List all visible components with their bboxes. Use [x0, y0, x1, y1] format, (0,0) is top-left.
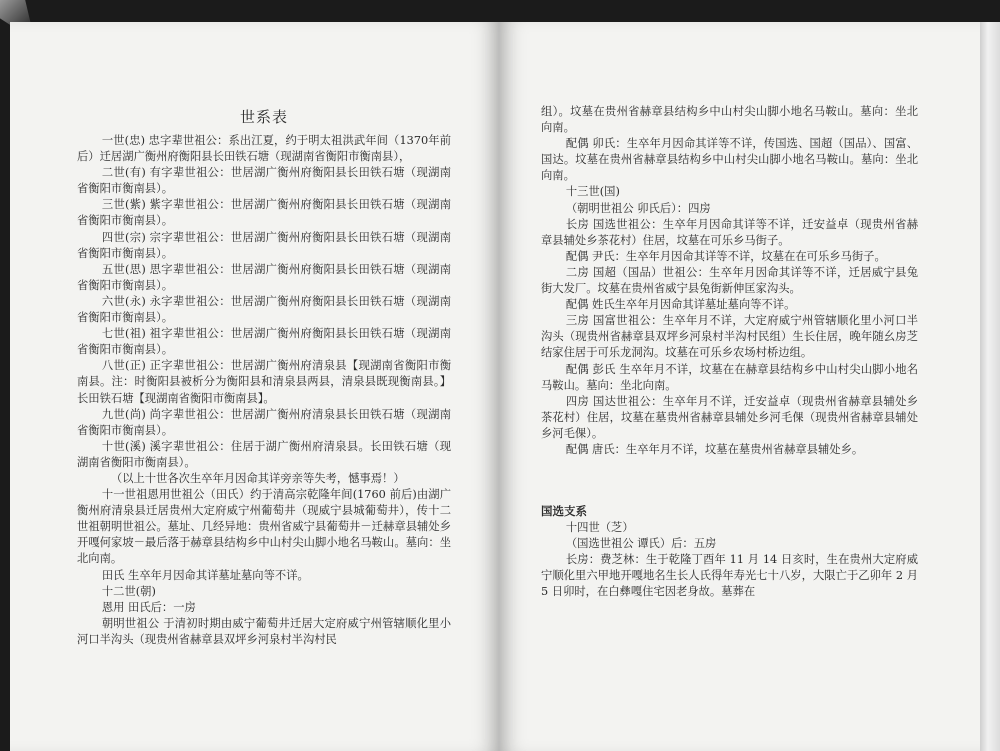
- paragraph: 十世(溪) 溪字辈世祖公：住居于湖广衡州府清泉县。长田铁石塘（现湖南省衡阳市衡南县）。: [77, 439, 451, 469]
- paragraph-note: （以上十世各次生卒年月因命其详旁亲等失考，憾事焉！）: [110, 471, 405, 485]
- paragraph: 十一世祖恩用世祖公（田氏）约于清高宗乾隆年间(1760 前后)由湖广衡州府清泉县迁居贵州大定府威宁州葡萄井（现威宁县城葡萄井），传十二世祖朝明世祖公。墓址、几经异地：贵州省威宁县葡萄井－迁赫章县辅处乡开嘎何家坡－最后落于赫章县结构乡中山村尖山脚小地名马鞍山。墓向：坐北向南。: [77, 488, 451, 566]
- section-title: 国选支系: [541, 504, 587, 519]
- paragraph: 配偶 尹氏：生卒年月因命其详等不详，坟墓在在可乐乡马街子。: [565, 249, 886, 263]
- paragraph: 三世(紫) 紫字辈世祖公：世居湖广衡州府衡阳县长田铁石塘（现湖南省衡阳市衡南县）。: [77, 198, 451, 228]
- paragraph: 三房 国富世祖公：生卒年月不详，大定府威宁州管辖顺化里小河口半沟头（现贵州省赫章县双坪乡河泉村半沟村民组）生长住居，晚年随幺房芝结家住居于可乐龙洞沟。坟墓在可乐乡农场村桥边组。: [541, 314, 918, 360]
- paragraph: （国选世祖公 谭氏）后：五房: [565, 537, 717, 551]
- generation-heading: 十四世（芝）: [565, 521, 634, 535]
- book-page-edge: [980, 22, 1000, 751]
- paragraph: 配偶 姓氏生卒年月因命其详墓址墓向等不详。: [565, 298, 796, 312]
- paragraph: 二房 国超（国品）世祖公：生卒年月因命其详等不详，迁居威宁县兔街大发厂。坟墓在贵州省威宁县兔街新伸匡家沟头。: [541, 265, 918, 296]
- generation-heading: 十二世(朝): [101, 584, 156, 598]
- generation-heading: 十三世(国): [565, 185, 620, 199]
- paragraph: 七世(祖) 祖字辈世祖公：世居湖广衡州府衡阳县长田铁石塘（现湖南省衡阳市衡南县）。: [77, 327, 451, 357]
- paragraph: 长房 国选世祖公：生卒年月因命其详等不详，迁安益卓（现贵州省赫章县辅处乡茶花村）住居，坟墓在可乐乡马街子。: [541, 217, 918, 247]
- paragraph: 配偶 彭氏 生卒年月不详，坟墓在在赫章县结构乡中山村尖山脚小地名马鞍山。墓向：坐北向南。: [541, 362, 918, 392]
- paragraph: 长房：费芝林：生于乾隆丁酉年 11 月 14 日亥时，生在贵州大定府威宁顺化里六甲地开嘎地名生长人氏得年寿光七十八岁，大限亡于乙卯年 2 月 5 日卯时，在白彝嘎住宅因老身故。墓葬在: [541, 553, 918, 599]
- paragraph: 恩用 田氏后：一房: [101, 600, 196, 614]
- paragraph: 八世(正) 正字辈世祖公：世居湖广衡州府清泉县【现湖南省衡阳市衡南县。注：时衡阳县被析分为衡阳县和清泉县两县，清泉县既现衡南县。】长田铁石塘【现湖南省衡阳市衡南县】。: [77, 359, 451, 405]
- paragraph: 四房 国达世祖公：生卒年月不详，迁安益卓（现贵州省赫章县辅处乡茶花村）住居，坟墓在墓贵州省赫章县辅处乡河毛倮（现贵州省赫章县辅处乡河毛倮）。: [541, 394, 918, 440]
- paragraph: 配偶 卯氏：生卒年月因命其详等不详，传国选、国超（国品）、国富、国达。坟墓在贵州省赫章县结构乡中山村尖山脚小地名马鞍山。墓向：坐北向南。: [541, 137, 918, 183]
- paragraph: 四世(宗) 宗字辈世祖公：世居湖广衡州府衡阳县长田铁石塘（现湖南省衡阳市衡南县）。: [77, 230, 451, 260]
- paragraph: 田氏 生卒年月因命其详墓址墓向等不详。: [101, 568, 309, 582]
- paragraph: 二世(有) 有字辈世祖公：世居湖广衡州府衡阳县长田铁石塘（现湖南省衡阳市衡南县）。: [77, 166, 451, 196]
- page-title: 世系表: [239, 108, 288, 126]
- right-page: [499, 22, 980, 751]
- paragraph: 朝明世祖公 于清初时期由威宁葡萄井迁居大定府威宁州管辖顺化里小河口半沟头（现贵州省赫章县双坪乡河泉村半沟村民: [77, 616, 451, 646]
- paragraph: 组）。坟墓在贵州省赫章县结构乡中山村尖山脚小地名马鞍山。墓向：坐北向南。: [541, 105, 918, 135]
- paragraph: 五世(思) 思字辈世祖公：世居湖广衡州府衡阳县长田铁石塘（现湖南省衡阳市衡南县）。: [77, 262, 451, 292]
- paragraph: （朝明世祖公 卯氏后）：四房: [565, 201, 711, 215]
- paragraph: 一世(忠) 忠字辈世祖公：系出江夏，约于明太祖洪武年间（1370年前后）迁居湖广衡州府衡阳县长田铁石塘（现湖南省衡阳市衡南县），: [77, 134, 451, 164]
- paragraph: 九世(尚) 尚字辈世祖公：世居湖广衡州府清泉县长田铁石塘（现湖南省衡阳市衡南县）。: [77, 407, 451, 437]
- left-page: [10, 22, 499, 751]
- paragraph: 配偶 唐氏：生卒年月不详，坟墓在墓贵州省赫章县辅处乡。: [565, 442, 864, 456]
- paragraph: 六世(永) 永字辈世祖公：世居湖广衡州府衡阳县长田铁石塘（现湖南省衡阳市衡南县）。: [77, 294, 451, 325]
